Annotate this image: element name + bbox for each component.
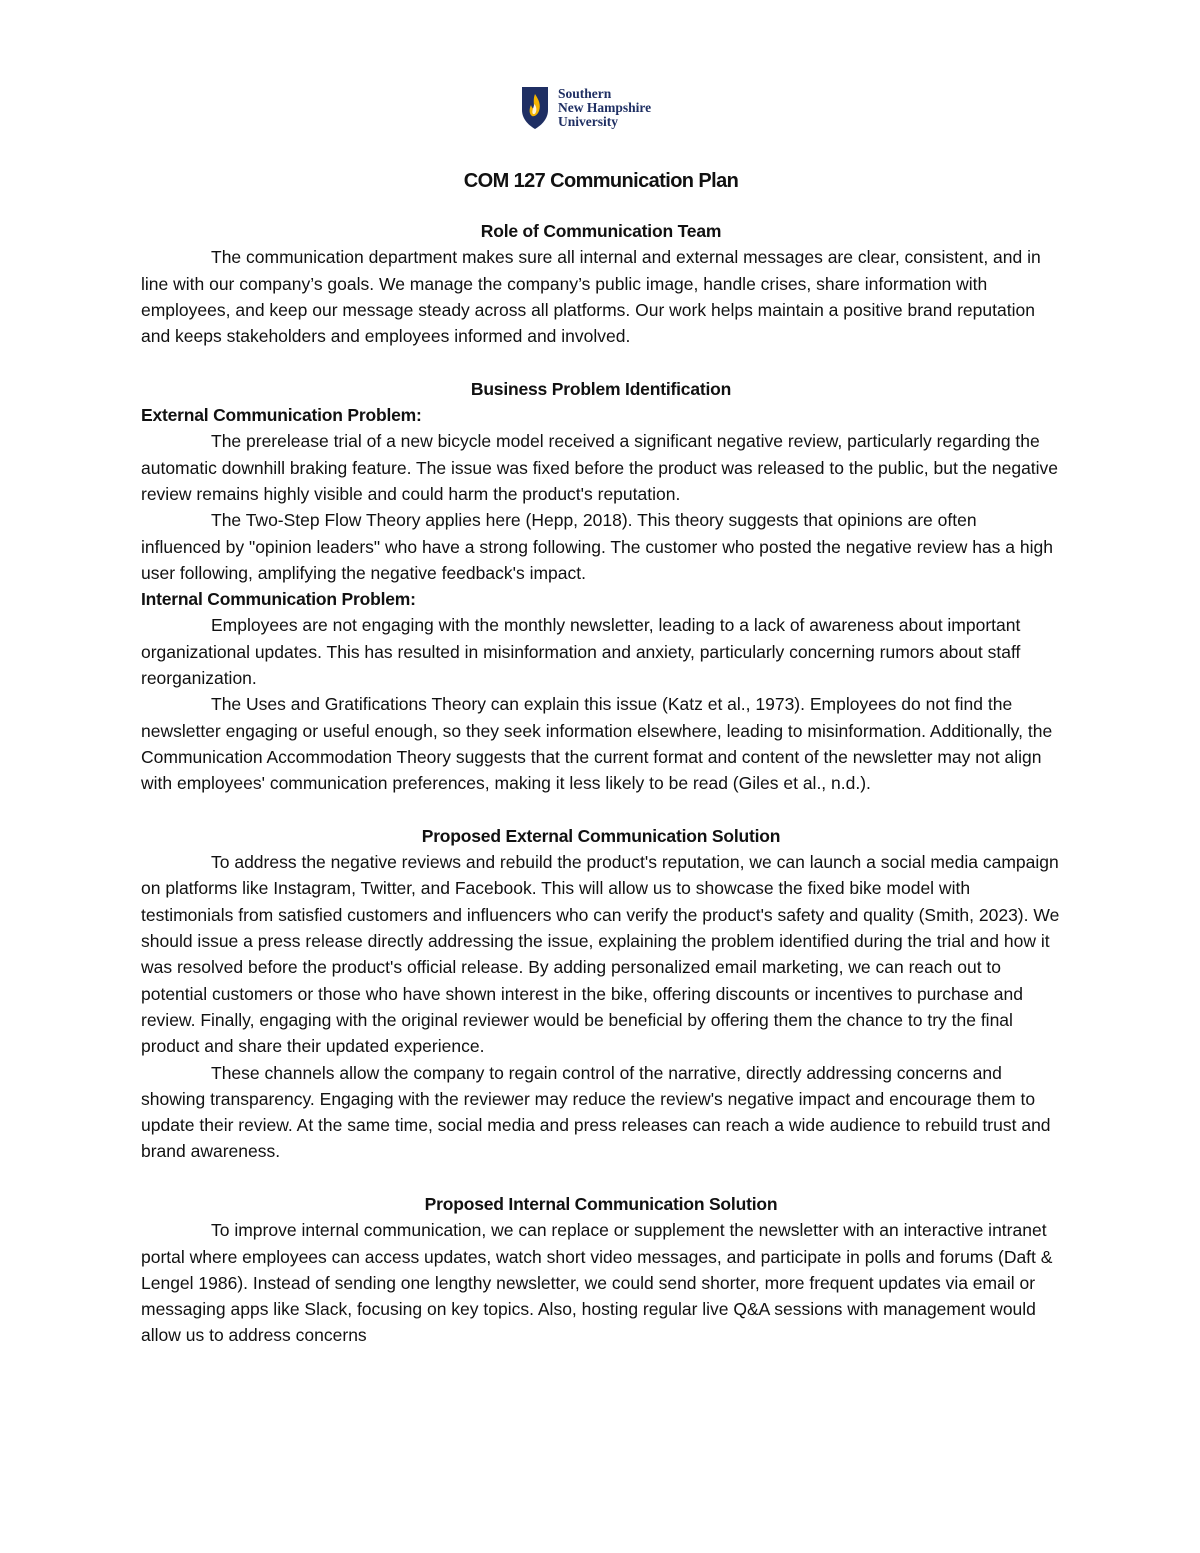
document-body — [141, 166, 1061, 1349]
external-problem-paragraph-1: The prerelease trial of a new bicycle model received a significant negative review, particularly regarding the automatic downhill braking feature. The issue was fixed before the product was released to the public, but the negative review remains highly visible and could harm the product's reputation. — [141, 431, 1059, 504]
internal-solution-paragraph-1: To improve internal communication, we can replace or supplement the newsletter with an interactive intranet portal where employees can access updates, watch short video messages, and participate in polls and forums (Daft & Lengel 1986). Instead of sending one lengthy newsletter, we could send shorter, more frequent updates via email or messaging apps like Slack, focusing on key topics. Also, hosting regular live Q&A sessions with management would allow us to address concerns — [141, 1220, 1053, 1346]
document-title: COM 127 Communication Plan — [463, 170, 739, 192]
external-solution-heading: Proposed External Communication Solution — [421, 825, 781, 846]
shield-flame-icon — [521, 86, 549, 130]
internal-problem-paragraph-1: Employees are not engaging with the monthly newsletter, leading to a lack of awareness about important organizational updates. This has resulted in misinformation and anxiety, particularly concerning rumors about staff reorganization. — [141, 615, 1021, 689]
logo-line-2: New Hampshire — [558, 100, 652, 115]
internal-problem-label: Internal Communication Problem: — [141, 589, 416, 610]
external-problem-paragraph-2: The Two-Step Flow Theory applies here (Hepp, 2018). This theory suggests that opinions are often influenced by "opinion leaders" who have a strong following. The customer who posted the negative review has a high user following, amplifying the negative feedback's impact. — [141, 510, 1053, 583]
external-problem-label: External Communication Problem: — [141, 405, 422, 426]
internal-problem-paragraph-2: The Uses and Gratifications Theory can explain this issue (Katz et al., 1973). Employees do not find the newsletter engaging or useful enough, so they seek information elsewhere, leading to misinformation. Additionally, the Communication Accommodation Theory suggests that the current format and content of the newsletter may not align with employees' communication preferences, making it less likely to be read (Giles et al., n.d.). — [141, 694, 1053, 794]
role-paragraph: The communication department makes sure all internal and external messages are clear, consistent, and in line with our company’s goals. We manage the company’s public image, handle crises, share information with employees, and keep our message steady across all platforms. Our work helps maintain a positive brand reputation and keeps stakeholders and employees informed and involved. — [141, 247, 1041, 347]
logo-line-3: University — [558, 114, 618, 129]
logo-wordmark — [558, 87, 651, 129]
external-solution-paragraph-1: To address the negative reviews and rebuild the product's reputation, we can launch a social media campaign on platforms like Instagram, Twitter, and Facebook. This will allow us to showcase the fixed bike model with testimonials from satisfied customers and influencers who can verify the product's safety and quality (Smith, 2023). We should issue a press release directly addressing the issue, explaining the problem identified during the trial and how it was resolved before the product's official release. By adding personalized email marketing, we can reach out to potential customers or those who have shown interest in the bike, offering discounts or incentives to purchase and review. Finally, engaging with the original reviewer would be beneficial by offering them the chance to try the final product and share their updated experience. — [141, 852, 1060, 1057]
internal-solution-heading: Proposed Internal Communication Solution — [424, 1193, 778, 1214]
external-solution-paragraph-2: These channels allow the company to regain control of the narrative, directly addressing concerns and showing transparency. Engaging with the reviewer may reduce the review's negative impact and encourage them to update their review. At the same time, social media and press releases can reach a wide audience to rebuild trust and brand awareness. — [141, 1062, 1051, 1162]
role-heading: Role of Communication Team — [480, 221, 722, 241]
university-logo — [521, 84, 691, 132]
logo-line-1: Southern — [558, 86, 612, 101]
problem-heading: Business Problem Identification — [470, 378, 732, 399]
